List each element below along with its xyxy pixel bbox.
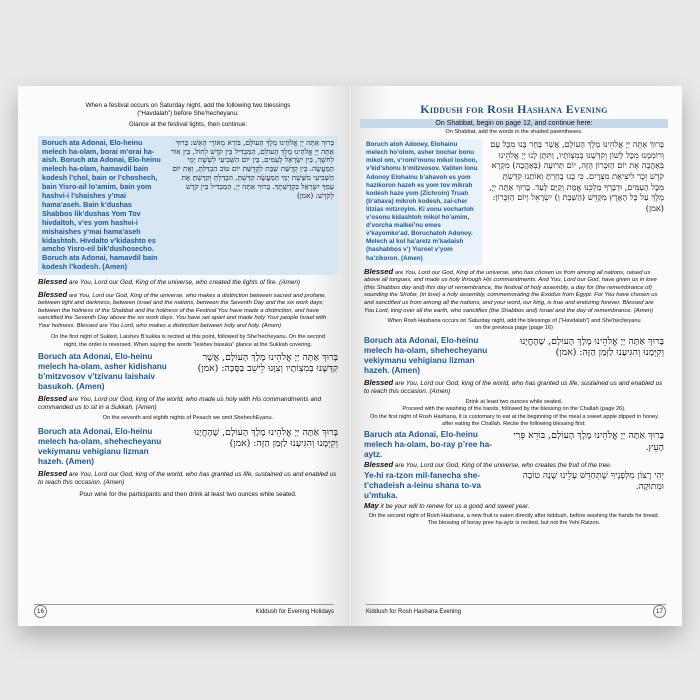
blessed-lead: Blessed (364, 377, 394, 387)
blessing-text: are You, Lord our God, king of the world, who has granted us life, sustained us and enabled us to reach this occasion. (Amen) (364, 379, 663, 395)
right-footer (366, 604, 666, 618)
shabbat-instruction: On Shabbat, begin on page 12, and continue here: (360, 119, 668, 128)
page-title: Kiddush for Rosh Hashana Evening (420, 102, 608, 116)
blessing-translation-kiddush (364, 268, 664, 316)
blessing-translation-fire (38, 278, 338, 287)
yehi-ratzon-hebrew: יְהִי רָצוֹן מִלְּפָנֶיךָ שֶׁתְּחַדֵּשׁ עָלֵינוּ שָׁנָה טוֹבָה וּמְתוּקָה. (522, 471, 664, 493)
right-page (350, 86, 682, 626)
left-page (18, 86, 350, 626)
kiddush-block (364, 139, 664, 264)
shehecheyanu-hebrew: בָּרוּךְ אַתָּה יְיָ אֱלֹהֵינוּ מֶלֶךְ הָעוֹלָם, שֶׁהֶחֱיָנוּ וְקִיְּמָנוּ וְהִגִּיעָנוּ לַזְּמַן הַזֶּה: (אמן) (193, 426, 338, 450)
sukkah-block (38, 352, 338, 392)
sukkah-intro: On the first night of Sukkot, Laishev B’sukka is recited at this point, followed by She’hecheyanu. On the second night, the order is reversed. When saying the words “leishev basuka” glance at the Sukkah covering. (50, 334, 326, 348)
apple-english: Baruch ata Adonai, Elo-heinu melech ha-olam, bo-ray p’ree ha-aytz. (364, 429, 492, 459)
footer-title: Kiddush for Rosh Hashana Evening (366, 608, 462, 615)
may-lead: May (364, 501, 379, 511)
shaded-note: On Shabbat, add the words in the shaded parentheses. (445, 129, 583, 135)
shehecheyanu-block (38, 427, 338, 467)
sukkah-english: Boruch ata Adonai, Elo-heinu melech ha-olam, asher kidishanu b’mitzvosov v’tzivanu laishaiv basukoh. (Amen) (38, 351, 167, 391)
yehi-ratzon-english: Ye-hi ra-tzon mil-fanecha she-t’chadeish a-leinu shana to-va u’mtuka. (364, 471, 481, 501)
havdalah-block (38, 136, 338, 276)
left-footer (34, 604, 334, 618)
shehecheyanu-block (364, 336, 664, 376)
footer-title: Kiddush for Evening Holidays (255, 608, 334, 615)
kiddush-english: Boruch atoh Adoney, Elohainu melech ho’olom, asher bochar bonu mikol om, v’romi’monu mikol loshon, v’kid’shonu b’mitzvosov. Vatiten lonu Adonoy Elohainu b’ahavoh es yom hazikoron hazeh es yom tov mikrah kodesh haze yom (Zichroin) Truah (b’ahava) mikroh kodesh, zai-cher litzias mitzroyim. Ki vonu vochartoh v’osonu kidashtoh mikol ho’amim, d’vorcha malkei’nu emes v’kayomko’ad. Boruchatoh Adonoy. Melech al kol ha’aretz m’kadaish (hashabbos v’) Yisroel v’yom ha’zikoron. (Amen) (364, 139, 482, 264)
shehecheyanu-hebrew: בָּרוּךְ אַתָּה יְיָ אֱלֹהֵינוּ מֶלֶךְ הָעוֹלָם, שֶׁהֶחֱיָנוּ וְקִיְּמָנוּ וְהִגִּיעָנוּ לַזְּמַן הַזֶּה: (אמן) (519, 335, 664, 359)
blessed-lead: Blessed (38, 277, 68, 287)
shehecheyanu-english: Boruch ata Adonai, Elo-heinu melech ha-olam, shehecheyanu vekiymanu vehigianu lizman hazeh. (Amen) (38, 426, 162, 466)
blessed-lead: Blessed (364, 459, 394, 469)
blessing-translation-fruit (364, 461, 664, 470)
blessing-translation-shehecheyanu (38, 470, 338, 488)
blessing-text: are You, Lord our God, King of the universe, who creates the fruit of the tree. (393, 461, 612, 469)
pesach-intro: On the seventh and eighth nights of Pesach we omit ShehechEyanu. (102, 415, 274, 422)
blessing-text: are You, Lord our God, King of the universe, who created the lights of fire. (Amen) (67, 279, 301, 287)
blessing-translation-sukkah (38, 395, 338, 413)
blessing-text: are You, Lord our God, king of the world, who has granted us life, sustained us and enabled us to reach this occasion. (Amen) (38, 470, 337, 486)
rosh-hashana-intro: When Rosh Hashana occurs on Saturday night, add the blessings of (“Havdalah”) and She’hecheyanu on the previous page (page 16) (387, 318, 641, 332)
apple-instruction: On the first night of Rosh Hashana, it is customary to eat at the beginning of the meal a sweet apple dipped in honey after eating the Challah. Recite the following blessing first: (370, 413, 658, 427)
book-spine (348, 86, 352, 626)
shehecheyanu-english: Boruch ata Adonai, Elo-heinu melech ha-olam, shehecheyanu vekiymanu vehigianu lizman hazeh. (Amen) (364, 335, 488, 375)
intro-line-3: Glance at the festival lights, then continue: (128, 121, 248, 129)
page-number: 17 (653, 605, 666, 618)
sukkah-hebrew: בָּרוּךְ אַתָּה יְיָ אֱלֹהֵינוּ מֶלֶךְ הָעוֹלָם, אֲשֶׁר קִדְּשָׁנוּ בְּמִצְוֹתָיו וְצִוָּנוּ לֵישֵׁב בַּסֻּכָּה: (אמן) (197, 351, 338, 375)
kiddush-hebrew: בָּרוּךְ אַתָּה יְיָ אֱלֹהֵינוּ מֶלֶךְ הָעוֹלָם, אֲשֶׁר בָּחַר בָּנוּ מִכָּל עָם וְרוֹמְמָנוּ מִכָּל לָשׁוֹן וְקִדְּשָׁנוּ בְּמִצְוֹתָיו, וַתִּתֶּן לָנוּ יְיָ אֱלֹהֵינוּ בְּאַהֲבָה אֶת יוֹם הַזִּכָּרוֹן הַזֶּה, יוֹם תְּרוּעָה (בְּאַהֲבָה) מִקְרָא קֹדֶשׁ זֵכֶר לִיצִיאַת מִצְרָיִם. כִּי בָנוּ בָחַרְתָּ וְאוֹתָנוּ קִדַּשְׁתָּ מִכָּל הָעַמִּים, וּדְבָרְךָ מַלְכֵּנוּ אֱמֶת וְקַיָּם לָעַד. בָּרוּךְ אַתָּה יְיָ, מֶלֶךְ עַל כָּל הָאָרֶץ מְקַדֵּשׁ (הַשַּׁבָּת וְ) יִשְׂרָאֵל וְיוֹם הַזִּכָּרוֹן: (אמן) (489, 139, 664, 213)
apple-blessing-block (364, 430, 664, 460)
intro-line-1: When a festival occurs on Saturday night, add the following two blessings (85, 102, 291, 109)
havdalah-hebrew: בָּרוּךְ אַתָּה יְיָ אֱלֹהֵינוּ מֶלֶךְ הָעוֹלָם, בּוֹרֵא מְאוֹרֵי הָאֵשׁ: בָּרוּךְ אַתָּה יְיָ אֱלֹהֵינוּ מֶלֶךְ הָעוֹלָם, הַמַּבְדִּיל בֵּין קֹדֶשׁ לְחוֹל, בֵּין אוֹר לְחשֶׁךְ, בֵּין יִשְׂרָאֵל לָעַמִּים, בֵּין יוֹם הַשְּׁבִיעִי לְשֵׁשֶׁת יְמֵי הַמַּעֲשֶׂה. בֵּין קְדֻשַּׁת שַׁבָּת לִקְדֻשַּׁת יוֹם טוֹב הִבְדַּלְתָּ, וְאֶת יוֹם הַשְּׁבִיעִי מִשֵּׁשֶׁת יְמֵי הַמַּעֲשֶׂה קִדַּשְׁתָּ, הִבְדַּלְתָּ וְקִדַּשְׁתָּ אֶת עַמְּךָ יִשְׂרָאֵל בִּקְדֻשָּׁתֶךָ. בָּרוּךְ אַתָּה יְיָ, הַמַּבְדִּיל בֵּין קֹדֶשׁ לְקֹדֶשׁ: (אמן) (170, 137, 334, 201)
page-number: 16 (34, 605, 47, 618)
second-night-note: On the second night of Rosh Hashana, a new fruit is eaten directly after kiddush, before washing the hands for bread. The blessing of boray pree ha-aytz is recited, but not the Yehi Ratzon. (368, 512, 660, 526)
havdalah-intro (38, 102, 338, 130)
blessed-lead: Blessed (38, 468, 68, 478)
havdalah-english: Boruch ata Adonai, Elo-heinu melech ha-olam, borai m’orai ha-aish. Boruch ata Adonai, Elo-heinu melech ha-olam, hamavdil bain kodesh l’chol, bain or l’choshech, bain Yisro-ail lo’amim, bain yom hashvi-i l’shaishes y’mai hama’aseh. Bain k’dushas Shabbos lik’dushas Yom Tov hivdaltoh, v’es yom hashvi-i mishaishes y’mai hama’aseh kidashtoh. Hivdalto v’kidashto es amcho Yisro-eil bik’dushosecho. Boruch ata Adonai, hamavdil bain kodesh l’kodesh. (Amen) (42, 137, 161, 272)
blessing-text: are You, Lord our God, King of the universe, who has chosen us from among all nations, raised us above all tongues, and made us holy through His commandments. And You, Lord our God, have given us in love (this Shabbos day and) this day of remembrance, the festival of holy assembly, a day for (the remembrance of) sounding the Shofar, (in love) a holy assembly, commemorating the Exodus from Egypt. For You have chosen us and sanctified us from among all the nations, and your word, our king, is true and enduring forever. Blessed are You Lord, king over all the earth, who sanctifies (the Shabbos and) Israel and the day of remembrance. (Amen) (364, 269, 658, 314)
pour-instruction: Pour wine for the participants and then drink at least two ounces while seated. (79, 491, 297, 499)
apple-hebrew: בָּרוּךְ אַתָּה יְיָ אֱלֹהֵינוּ מֶלֶךְ הָעוֹלָם, בּוֹרֵא פְּרִי הָעֵץ. (513, 429, 664, 453)
translation-yehi-ratzon (364, 502, 664, 511)
blessing-translation-havdalah (38, 291, 338, 331)
blessing-text: are You, Lord our God, king of the world, who made us holy with His commandments and commanded us to sit in a Sukkah. (Amen) (38, 395, 322, 412)
blessed-lead: Blessed (38, 393, 68, 403)
translation-text: it be your will to renew for us a good and sweet year. (378, 503, 530, 511)
open-booklet (18, 86, 682, 626)
yehi-ratzon-block (364, 471, 664, 501)
challah-instruction: Proceed with the washing of the hands, followed by the blessing on the Challah (page 26). (402, 406, 626, 413)
blessing-text: are You, Lord our God, King of the universe, who makes a distinction between sacred and profane, between light and darkness, between Israel and the nations, between the Seventh Day and the six work days; between the holiness of the Shabbat and the holiness of the Festival You have made a distinction, and have sanctified the Seventh Day above the six work days. You have set apart and made holy Your people Israel with Your holiness. Blessed are You Lord, who makes a distinction between holy and holy. (Amen) (38, 292, 327, 329)
drink-instruction: Drink at least two ounces while seated. (465, 399, 563, 406)
blessing-translation-shehecheyanu (364, 379, 664, 397)
intro-line-2: (“Havdalah”) before She’hecheyanu: (137, 110, 239, 118)
blessed-lead: Blessed (364, 266, 394, 276)
blessed-lead: Blessed (38, 289, 68, 299)
